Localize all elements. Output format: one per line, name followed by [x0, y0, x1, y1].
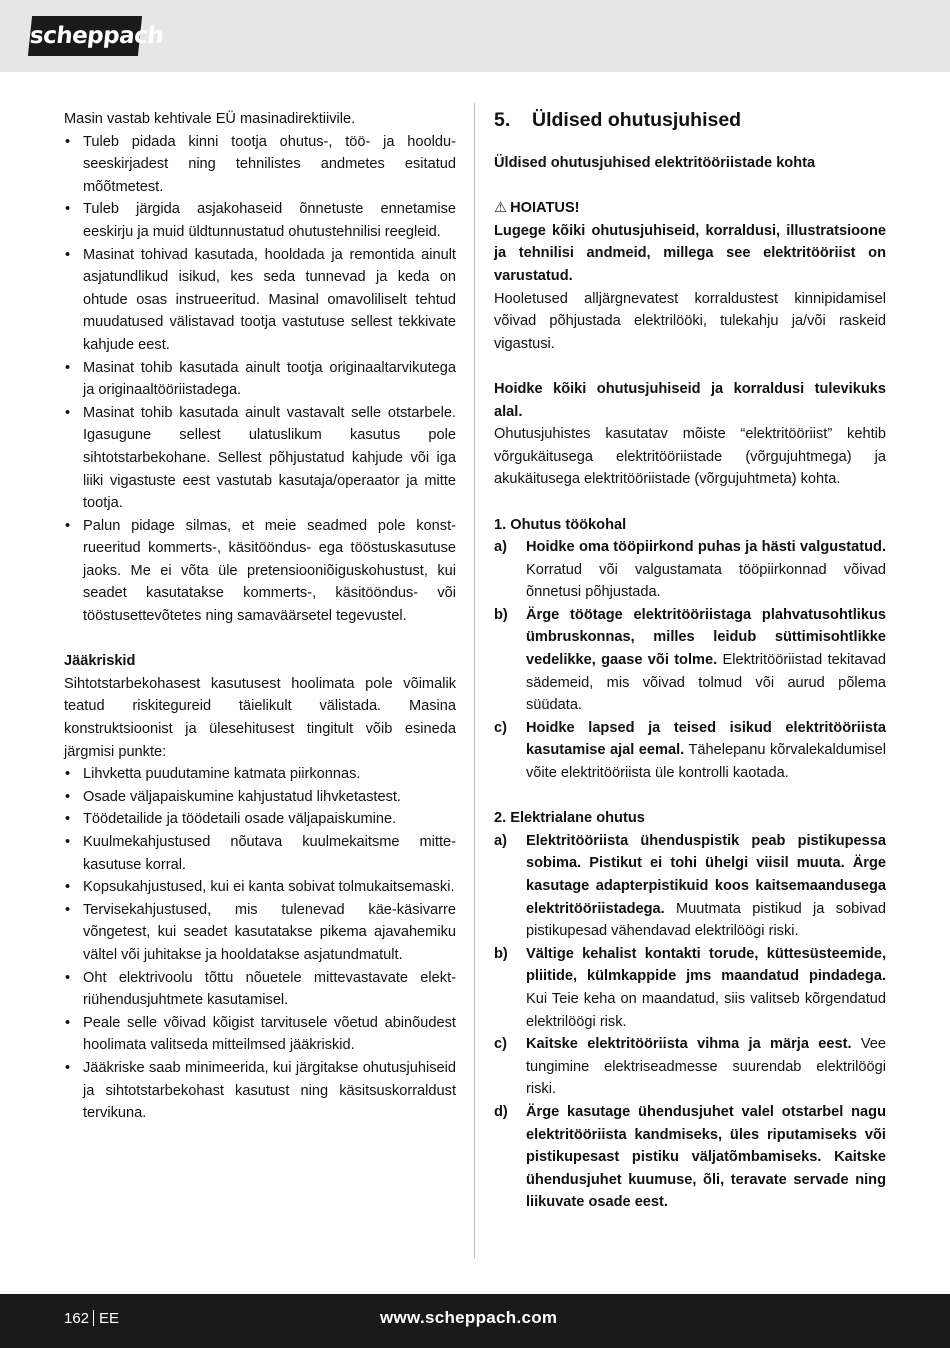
list-item-text: Lihvketta puudutamine katmata piirkonnas. — [83, 766, 361, 783]
list-item-text: Kuulmekahjustused nõutava kuulmekaitsme mittekasutuse korral. — [83, 834, 456, 873]
warning-bold-text: Lugege kõiki ohutusjuhiseid, korraldusi, illustratsioone ja tehnilisi andmeid, millega see elektritööriist on varustatud. — [494, 222, 886, 284]
footer — [0, 1294, 950, 1348]
list-item — [64, 876, 456, 899]
header-band — [0, 0, 950, 72]
section-title — [494, 108, 886, 132]
list-item-text: Oht elektrivoolu tõttu nõuetele mittevastavate elektriühendusjuhtmete kasutamisel. — [83, 969, 456, 1009]
item-bold-text: Ärge töötage elektritööriistaga plahvatusohtlikus ümbruskonnas, milles leidub süttimisohtlikke vedelikke, gaase või tolme. — [526, 606, 886, 669]
bullet-icon: • — [65, 969, 71, 986]
list-item — [64, 899, 456, 967]
item-text: Tähelepanu kõrvalekaldumisel võite elektritööriista üle kontrolli kaotada. — [526, 742, 886, 782]
list-item-text: Tuleb pidada kinni tootja ohutus-, töö- ja hoolduseeskirjadest ning tehnilistes andmetes esitatud mõõtmetest. — [83, 133, 456, 195]
bullet-icon: • — [65, 1014, 71, 1031]
residual-bullet-list — [64, 763, 456, 1125]
spacer — [494, 785, 886, 808]
list-item — [64, 786, 456, 809]
list-item — [64, 244, 456, 357]
list-item — [64, 131, 456, 199]
list-item — [64, 763, 456, 786]
bullet-icon: • — [65, 359, 71, 376]
item-letter: b) — [494, 945, 508, 962]
list-item-text: Tervisekahjustused, mis tulenevad käe-käsivarre võngetest, kui seadet kasutatakse pikema ajavahemiku vältel või juhitakse ja hooldatakse asjatundmatult. — [83, 901, 456, 963]
work-safety-list — [494, 536, 886, 785]
list-item — [494, 604, 886, 717]
bullet-icon: • — [65, 788, 71, 805]
footer-separator — [93, 1310, 94, 1326]
language-code: EE — [99, 1310, 120, 1327]
bullet-icon: • — [65, 901, 71, 918]
residual-heading: Jääkriskid — [64, 653, 136, 670]
residual-intro: Sihtotstarbekohasest kasutusest hoolimata pole võimalik teatud riskitegureid täielikult välistada. Masina konstruktsioonist ja ülesehitusest tingitult võib esineda järgmisi punkte: — [64, 675, 456, 760]
item-letter: a) — [494, 539, 507, 556]
item-bold-text: Elektritööriista ühenduspistik peab pistikupessa sobima. Pistikut ei tohi ühelgi viisil muuta. Ärge kasutage adapterpistikuid koos kaitsemaandusega elektritööriistadega. — [526, 832, 886, 917]
item-text: Vee tungimine elektriseadmesse suurendab elektrilöögi riski. — [526, 1036, 886, 1098]
list-item — [64, 402, 456, 515]
list-item — [64, 515, 456, 628]
list-item — [494, 1101, 886, 1214]
electrical-safety-list — [494, 830, 886, 1214]
list-item-text: Palun pidage silmas, et meie seadmed pole konstrueeritud kommerts-, käsitööndus- ega tööstuskasutuse jaoks. Me ei võta üle pretensiooniõiguskohustust, kui seadet kasutatakse kommerts-, käsitööndus- või tööstusettevõtetes ning samaväärsetel tegevustel. — [83, 517, 456, 625]
column-divider — [474, 103, 475, 1258]
item-bold-text: Hoidke oma tööpiirkond puhas ja hästi valgustatud. — [526, 539, 886, 556]
intro-text: Masin vastab kehtivale EÜ masinadirektiivile. — [64, 111, 356, 127]
warning-label: HOIATUS! — [510, 200, 580, 217]
item-bold-text: Hoidke lapsed ja teised isikud elektritööriista kasutamise ajal eemal. — [526, 719, 886, 759]
item-text: Korratud või valgustamata tööpiirkonnad võivad õnnetusi põhjustada. — [526, 561, 886, 601]
spacer — [64, 628, 456, 651]
list-item-text: Töödetailide ja töödetaili osade väljapaiskumine. — [83, 811, 397, 828]
spacer — [494, 175, 886, 198]
keep-instructions-heading: Hoidke kõiki ohutusjuhiseid ja korraldusi tulevikuks alal. — [494, 380, 886, 420]
work-safety-heading: 1. Ohutus töökohal — [494, 516, 627, 533]
right-column — [494, 108, 886, 1214]
item-letter: b) — [494, 606, 508, 623]
list-item — [64, 831, 456, 876]
list-item — [494, 536, 886, 604]
page-number — [64, 1309, 119, 1329]
item-letter: c) — [494, 1036, 507, 1053]
list-item — [494, 830, 886, 943]
bullet-icon: • — [65, 834, 71, 850]
bullet-icon: • — [65, 766, 71, 783]
list-item-text: Masinat tohib kasutada ainult vastavalt selle otstarbele. Igasugune sellest ulatuslikum kasutus pole sihtotstarbekohane. Sellest põhjustatud kahjude või iga liiki vigastuste eest vastutab kasutaja/operaator ja mitte tootja. — [83, 404, 456, 512]
electrical-safety-heading: 2. Elektrialane ohutus — [494, 810, 645, 827]
left-column — [64, 108, 456, 1125]
item-text: Muutmata pistikud ja sobivad pistikupesad vähendavad elektrilöögi riski. — [526, 900, 886, 940]
bullet-icon: • — [65, 517, 71, 534]
warning-heading — [494, 197, 886, 220]
list-item — [64, 198, 456, 243]
list-item — [64, 1012, 456, 1057]
warning-triangle-icon: ⚠ — [494, 200, 508, 217]
item-bold-text: Ärge kasutage ühendusjuhet valel otstarbel nagu elektritööriista kandmiseks, üles riputamiseks või pistikupesast pistiku väljatõmbamiseks. Kaitske ühendusjuhet kuumuse, õli, teravate servade ning liikuvate osade eest. — [526, 1103, 886, 1211]
bullet-icon: • — [65, 246, 71, 263]
section-subtitle: Üldised ohutusjuhised elektritööriistade kohta — [494, 155, 816, 171]
bullet-icon: • — [65, 879, 71, 896]
item-letter: a) — [494, 832, 507, 849]
list-item — [494, 943, 886, 1033]
website-link[interactable]: www.scheppach.com — [380, 1308, 558, 1327]
list-item — [64, 1057, 456, 1125]
list-item — [494, 717, 886, 785]
scheppach-logo: scheppach — [28, 16, 142, 56]
list-item-text: Jääkriske saab minimeerida, kui järgitakse ohutusjuhiseid ja sihtotstarbekohast kasutust ning käsitsuskorraldust tervikuna. — [83, 1059, 456, 1122]
list-item — [64, 357, 456, 402]
bullet-icon: • — [65, 201, 71, 218]
list-item-text: Osade väljapaiskumine kahjustatud lihvketastest. — [83, 788, 401, 805]
bullet-icon: • — [65, 133, 71, 150]
list-item — [64, 808, 456, 831]
item-letter: c) — [494, 719, 507, 736]
spacer — [494, 491, 886, 514]
list-item — [494, 1033, 886, 1101]
section-number: 5. — [494, 109, 511, 131]
item-bold-text: Kaitske elektritööriista vihma ja märja eest. — [526, 1036, 852, 1053]
bullet-icon: • — [65, 404, 71, 421]
section-title-text: Üldised ohutusjuhised — [532, 109, 742, 131]
list-item-text: Peale selle võivad kõigist tarvitusele võetud abinõudest hoolimata valitseda mitteilmsed jääkriskid. — [83, 1014, 456, 1054]
page-number-value: 162 — [64, 1310, 90, 1327]
list-item-text: Tuleb järgida asjakohaseid õnnetuste ennetamise eeskirju ja muid üldtunnustatud ohutustehnilisi reegleid. — [83, 201, 456, 240]
item-bold-text: Vältige kehalist kontakti torude, küttesüsteemide, pliitide, külmkappide jms maandatud pindadega. — [526, 945, 886, 985]
intro-bullet-list — [64, 131, 456, 628]
list-item-text: Masinat tohib kasutada ainult tootja originaaltarvikutega ja originaaltööriistadega. — [83, 359, 456, 399]
keep-instructions-text: Ohutusjuhistes kasutatav mõiste “elektritööriist” kehtib võrgukäitusega elektritööriistade (võrgujuhtmega) ja akukäitusega elektritööriistade (võrgujuhtmeta) kohta. — [494, 426, 886, 488]
item-text: Kui Teie keha on maandatud, siis valitseb kõrgendatud elektrilöögi risk. — [526, 990, 886, 1030]
item-letter: d) — [494, 1103, 508, 1120]
spacer — [494, 355, 886, 378]
bullet-icon: • — [65, 1059, 71, 1076]
item-text: Elektritööriistad tekitavad sädemeid, mis võivad tolmud või aurud põlema süüdata. — [526, 652, 886, 714]
list-item-text: Masinat tohivad kasutada, hooldada ja remontida ainult asjatundlikud isikud, kes seda tunnevad ja keda on ohtude osas instrueeritud. Masinal omavoliliselt tehtud muudatused välistavad tootja vastutuse sellest tekkivate kahjude eest. — [83, 246, 456, 353]
list-item-text: Kopsukahjustused, kui ei kanta sobivat tolmukaitsemaski. — [83, 879, 455, 896]
warning-text: Hooletused alljärgnevatest korraldustest kinnipidamisel võivad põhjustada elektrilööki, tulekahju ja/või raskeid vigastusi. — [494, 290, 886, 352]
list-item — [64, 967, 456, 1012]
bullet-icon: • — [65, 811, 71, 828]
